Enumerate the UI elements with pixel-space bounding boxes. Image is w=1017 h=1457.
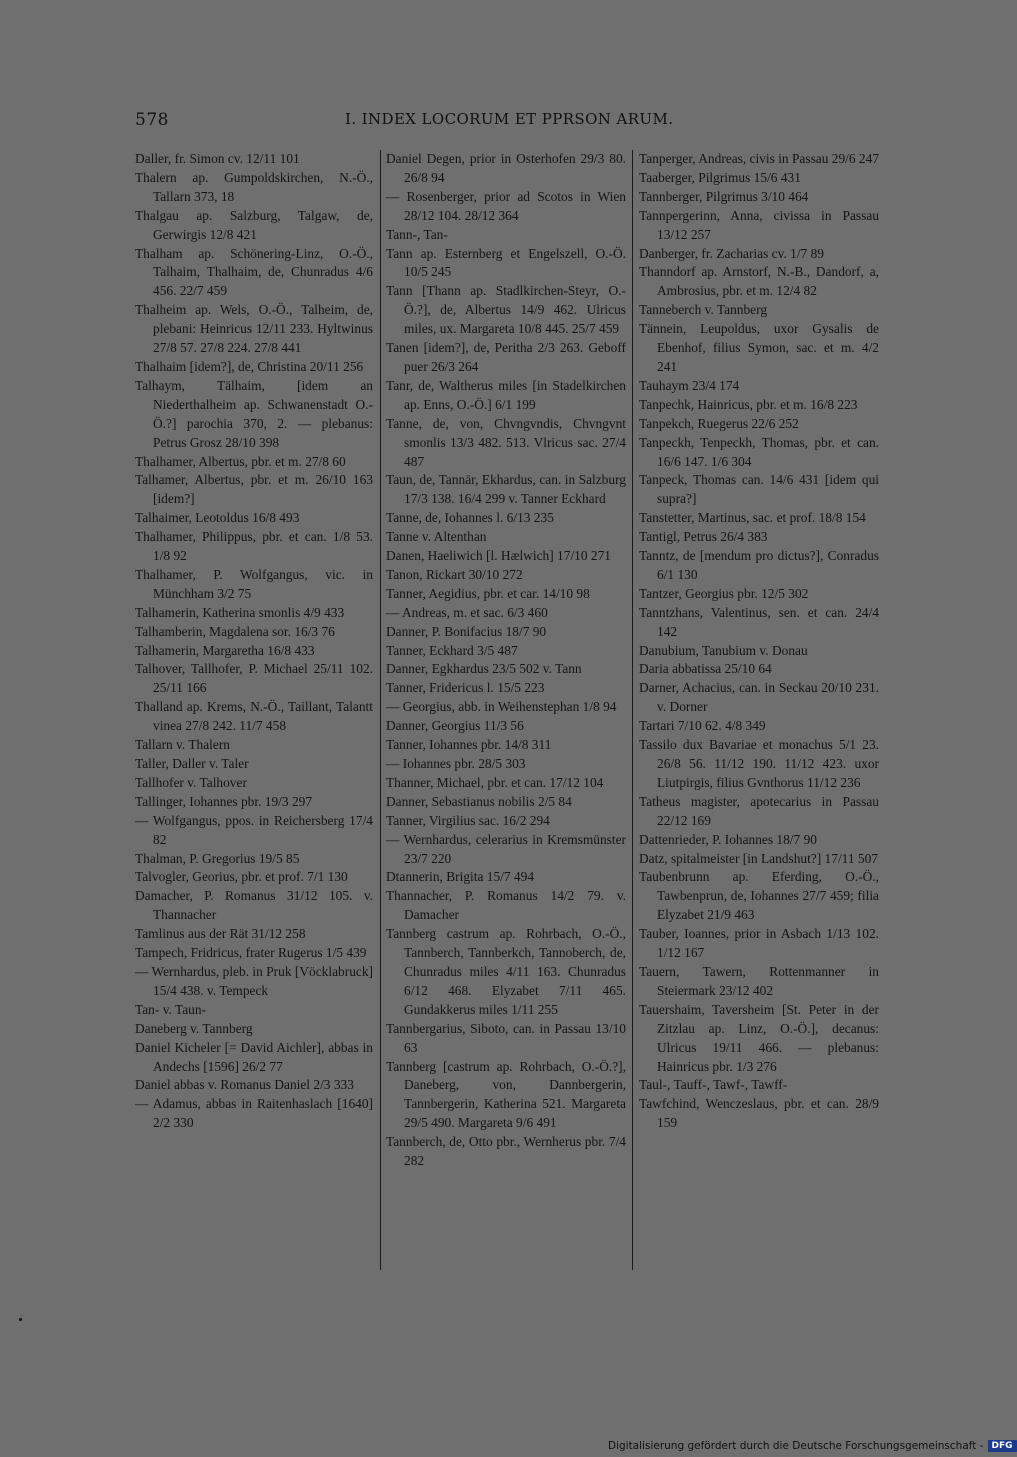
margin-dot <box>19 1318 22 1321</box>
index-entry: Tannberg castrum ap. Rohrbach, O.-Ö., Tannberch, Tannberkch, Tannoberch, de, Chunradus miles 4/11 163. Chunradus 6/12 468. Elyzabet 7/11 465. Gundakkerus miles 1/11 255 <box>386 926 626 1017</box>
index-entry: Tanner, Eckhard 3/5 487 <box>386 642 518 658</box>
column-rule <box>380 150 381 1270</box>
index-entry: Thalern ap. Gumpoldskirchen, N.-Ö., Tallarn 373, 18 <box>135 169 373 204</box>
index-entry: Tanntz, de [mendum pro dictus?], Conradus 6/1 130 <box>639 548 879 582</box>
index-entry: Thalhamer, Albertus, pbr. et m. 27/8 60 <box>135 453 346 469</box>
index-entry: Talvogler, Georius, pbr. et prof. 7/1 130 <box>135 869 348 885</box>
index-entry: Tauershaim, Taversheim [St. Peter in der Zitzlau ap. Linz, O.-Ö.], decanus: Ulricus 19/11 466. — plebanus: Hainricus pbr. 1/3 276 <box>639 1001 879 1074</box>
index-entry: Tan- v. Taun- <box>135 1001 207 1017</box>
index-entry: Tanpechk, Hainricus, pbr. et m. 16/8 223 <box>639 396 858 412</box>
index-entry: Tanstetter, Martinus, sac. et prof. 18/8 154 <box>639 510 866 526</box>
digitization-footer <box>608 1440 1017 1452</box>
index-entry: Tannberger, Pilgrimus 3/10 464 <box>639 188 809 204</box>
index-entry: Daria abbatissa 25/10 64 <box>639 661 772 677</box>
index-entry: Danner, Georgius 11/3 56 <box>386 718 524 734</box>
index-entry: Danen, Haeliwich [l. Hælwich] 17/10 271 <box>386 548 611 564</box>
index-entry: Tanner, Virgilius sac. 16/2 294 <box>386 812 550 828</box>
index-entry: Daniel Kicheler [= David Aichler], abbas in Andechs [1596] 26/2 77 <box>135 1039 373 1074</box>
column-rule <box>632 150 633 1270</box>
index-entry: Thalheim ap. Wels, O.-Ö., Talheim, de, plebani: Heinricus 12/11 233. Hyltwinus 27/8 57. 27/8 224. 27/8 441 <box>135 302 373 356</box>
index-entry: Talhamberin, Magdalena sor. 16/3 76 <box>135 623 335 639</box>
index-entry: — Wernhardus, celerarius in Kremsmünster 23/7 220 <box>386 831 626 866</box>
index-entry: Tanne, de, Iohannes l. 6/13 235 <box>386 510 554 526</box>
index-entry: Tanpeck, Thomas can. 14/6 431 [idem qui supra?] <box>639 472 879 507</box>
index-entry: Talhover, Tallhofer, P. Michael 25/11 102. 25/11 166 <box>135 661 373 696</box>
index-entry: Talhamer, Albertus, pbr. et m. 26/10 163 [idem?] <box>135 472 373 507</box>
index-entry: — Georgius, abb. in Weihenstephan 1/8 94 <box>386 699 617 715</box>
index-entry: Tanr, de, Waltherus miles [in Stadelkirchen ap. Enns, O.-Ö.] 6/1 199 <box>386 377 626 412</box>
index-entry: Dtannerin, Brigita 15/7 494 <box>386 869 535 885</box>
index-entry: Tanperger, Andreas, civis in Passau 29/6 247 <box>639 151 880 166</box>
index-entry: Tatheus magister, apotecarius in Passau 22/12 169 <box>639 793 879 828</box>
index-entry: Thalhamer, P. Wolfgangus, vic. in Münchham 3/2 75 <box>135 566 373 601</box>
index-entry: Tantigl, Petrus 26/4 383 <box>639 529 768 545</box>
index-entry: Tauern, Tawern, Rottenmanner in Steiermark 23/12 402 <box>639 963 879 998</box>
index-entry: Thanndorf ap. Arnstorf, N.-B., Dandorf, a, Ambrosius, pbr. et m. 12/4 82 <box>639 264 879 299</box>
index-entry: Taun, de, Tannär, Ekhardus, can. in Salzburg 17/3 138. 16/4 299 v. Tanner Eckhard <box>386 472 626 507</box>
index-entry: Thanner, Michael, pbr. et can. 17/12 104 <box>386 774 604 790</box>
index-entry: Tawfchind, Wenczeslaus, pbr. et can. 28/9 159 <box>639 1096 879 1131</box>
index-entry: Taller, Daller v. Taler <box>135 756 249 771</box>
index-entry: Thalhaim [idem?], de, Christina 20/11 256 <box>135 358 364 374</box>
page-number: 578 <box>135 110 169 130</box>
index-entry: Tann-, Tan- <box>386 226 448 242</box>
index-entry: — Rosenberger, prior ad Scotos in Wien 28/12 104. 28/12 364 <box>386 188 626 223</box>
index-entry: Tanneberch v. Tannberg <box>639 302 768 318</box>
index-entry: Danner, P. Bonifacius 18/7 90 <box>386 623 547 639</box>
dfg-logo: DFG <box>988 1440 1017 1452</box>
index-entry: Tanpekch, Ruegerus 22/6 252 <box>639 415 799 431</box>
index-entry: Talhaimer, Leotoldus 16/8 493 <box>135 510 300 526</box>
index-entry: Talhaym, Tälhaim, [idem an Niederthalheim ap. Schwanenstadt O.-Ö.?] parochia 370, 2. — plebanus: Petrus Grosz 28/10 398 <box>135 377 373 450</box>
index-entry: Tännein, Leupoldus, uxor Gysalis de Ebenhof, filius Symon, sac. et m. 4/2 241 <box>639 321 879 374</box>
index-entry: Tauber, Ioannes, prior in Asbach 1/13 102. 1/12 167 <box>639 926 879 961</box>
index-entry: Tauhaym 23/4 174 <box>639 377 740 393</box>
index-entry: Darner, Achacius, can. in Seckau 20/10 231. v. Dorner <box>639 680 879 715</box>
index-entry: Daniel abbas v. Romanus Daniel 2/3 333 <box>135 1077 354 1093</box>
index-entry: Dattenrieder, P. Iohannes 18/7 90 <box>639 831 817 847</box>
index-entry: Tannbergarius, Siboto, can. in Passau 13/10 63 <box>386 1020 626 1055</box>
index-entry: Tanner, Iohannes pbr. 14/8 311 <box>386 737 552 753</box>
index-entry: Tantzer, Georgius pbr. 12/5 302 <box>639 585 809 601</box>
index-entry: Tamlinus aus der Rät 31/12 258 <box>135 926 306 942</box>
index-entry: Tann [Thann ap. Stadlkirchen-Steyr, O.-Ö.?], de, Albertus 14/9 462. Ulricus miles, ux. Margareta 10/8 445. 25/7 459 <box>386 283 626 337</box>
index-entry: Daniel Degen, prior in Osterhofen 29/3 80. 26/8 94 <box>386 151 626 185</box>
index-entry: Taaberger, Pilgrimus 15/6 431 <box>639 169 801 185</box>
index-entry: Tallinger, Iohannes pbr. 19/3 297 <box>135 793 313 809</box>
index-entry: Tanon, Rickart 30/10 272 <box>386 566 523 582</box>
index-entry: Taubenbrunn ap. Eferding, O.-Ö., Tawbenprun, de, Iohannes 27/7 459; filia Elyzabet 21/9 463 <box>639 869 879 923</box>
index-entry: — Wolfgangus, ppos. in Reichersberg 17/4 82 <box>135 812 373 847</box>
index-entry: Tallarn v. Thalern <box>135 737 230 753</box>
index-entry: Danberger, fr. Zacharias cv. 1/7 89 <box>639 245 824 261</box>
index-entry: Tanne v. Altenthan <box>386 529 487 545</box>
index-entry: Tanner, Aegidius, pbr. et car. 14/10 98 <box>386 585 590 601</box>
index-entry: Thannacher, P. Romanus 14/2 79. v. Damacher <box>386 888 626 923</box>
index-entry: — Wernhardus, pleb. in Pruk [Vöcklabruck] 15/4 438. v. Tempeck <box>135 963 373 998</box>
index-entry: Tanner, Fridericus l. 15/5 223 <box>386 680 545 696</box>
index-entry: Tallhofer v. Talhover <box>135 774 247 790</box>
index-entry: Thalman, P. Gregorius 19/5 85 <box>135 850 300 866</box>
index-entry: Tann ap. Esternberg et Engelszell, O.-Ö. 10/5 245 <box>386 245 626 280</box>
index-entry: — Iohannes pbr. 28/5 303 <box>386 756 526 771</box>
index-column-2 <box>386 150 626 1171</box>
index-entry: Tanen [idem?], de, Peritha 2/3 263. Geboff puer 26/3 264 <box>386 340 626 374</box>
index-entry: Datz, spitalmeister [in Landshut?] 17/11 507 <box>639 850 878 866</box>
index-column-1 <box>135 150 373 1133</box>
index-entry: Taul-, Tauff-, Tawf-, Tawff- <box>639 1077 788 1093</box>
index-entry: Talhamerin, Margaretha 16/8 433 <box>135 642 315 658</box>
index-entry: Thalgau ap. Salzburg, Talgaw, de, Gerwirgis 12/8 421 <box>135 207 373 242</box>
index-entry: Daller, fr. Simon cv. 12/11 101 <box>135 151 300 166</box>
index-entry: Danubium, Tanubium v. Donau <box>639 642 808 658</box>
index-entry: Talhamerin, Katherina smonlis 4/9 433 <box>135 604 345 620</box>
index-entry: Danner, Egkhardus 23/5 502 v. Tann <box>386 661 582 677</box>
index-entry: Damacher, P. Romanus 31/12 105. v. Thannacher <box>135 888 373 923</box>
index-entry: Tanne, de, von, Chvngvndis, Chvngvnt smonlis 13/3 482. 513. Vlricus sac. 27/4 487 <box>386 415 626 469</box>
index-entry: — Adamus, abbas in Raitenhaslach [1640] 2/2 330 <box>135 1096 373 1131</box>
index-column-3 <box>639 150 879 1133</box>
index-entry: Tassilo dux Bavariae et monachus 5/1 23. 26/8 56. 11/12 190. 11/12 423. uxor Liutpirgis, filius Gvnthorus 11/12 236 <box>639 737 879 790</box>
index-entry: Tartari 7/10 62. 4/8 349 <box>639 718 766 734</box>
running-title: I. INDEX LOCORUM ET PPRSON ARUM. <box>345 110 674 128</box>
index-entry: Danner, Sebastianus nobilis 2/5 84 <box>386 793 572 809</box>
footer-text: Digitalisierung gefördert durch die Deutsche Forschungsgemeinschaft - <box>608 1440 984 1452</box>
index-entry: Thalham ap. Schönering-Linz, O.-Ö., Talhaim, Thalhaim, de, Chunradus 4/6 456. 22/7 459 <box>135 245 373 299</box>
index-entry: Tannberch, de, Otto pbr., Wernherus pbr. 7/4 282 <box>386 1134 626 1169</box>
index-entry: Tanpeckh, Tenpeckh, Thomas, pbr. et can. 16/6 147. 1/6 304 <box>639 434 879 469</box>
index-entry: Tampech, Fridricus, frater Rugerus 1/5 439 <box>135 945 367 961</box>
index-entry: — Andreas, m. et sac. 6/3 460 <box>386 604 548 620</box>
index-entry: Thalhamer, Philippus, pbr. et can. 1/8 53. 1/8 92 <box>135 529 373 564</box>
index-entry: Tannpergerinn, Anna, civissa in Passau 13/12 257 <box>639 207 879 242</box>
index-entry: Daneberg v. Tannberg <box>135 1020 253 1036</box>
index-entry: Tannberg [castrum ap. Rohrbach, O.-Ö.?], Daneberg, von, Dannbergerin, Tannbergerin, Katherina 521. Margareta 29/5 490. Margareta 9/6 491 <box>386 1058 626 1131</box>
index-entry: Tanntzhans, Valentinus, sen. et can. 24/4 142 <box>639 604 879 639</box>
index-entry: Thalland ap. Krems, N.-Ö., Taillant, Talantt vinea 27/8 242. 11/7 458 <box>135 699 373 734</box>
page-header <box>135 110 880 134</box>
